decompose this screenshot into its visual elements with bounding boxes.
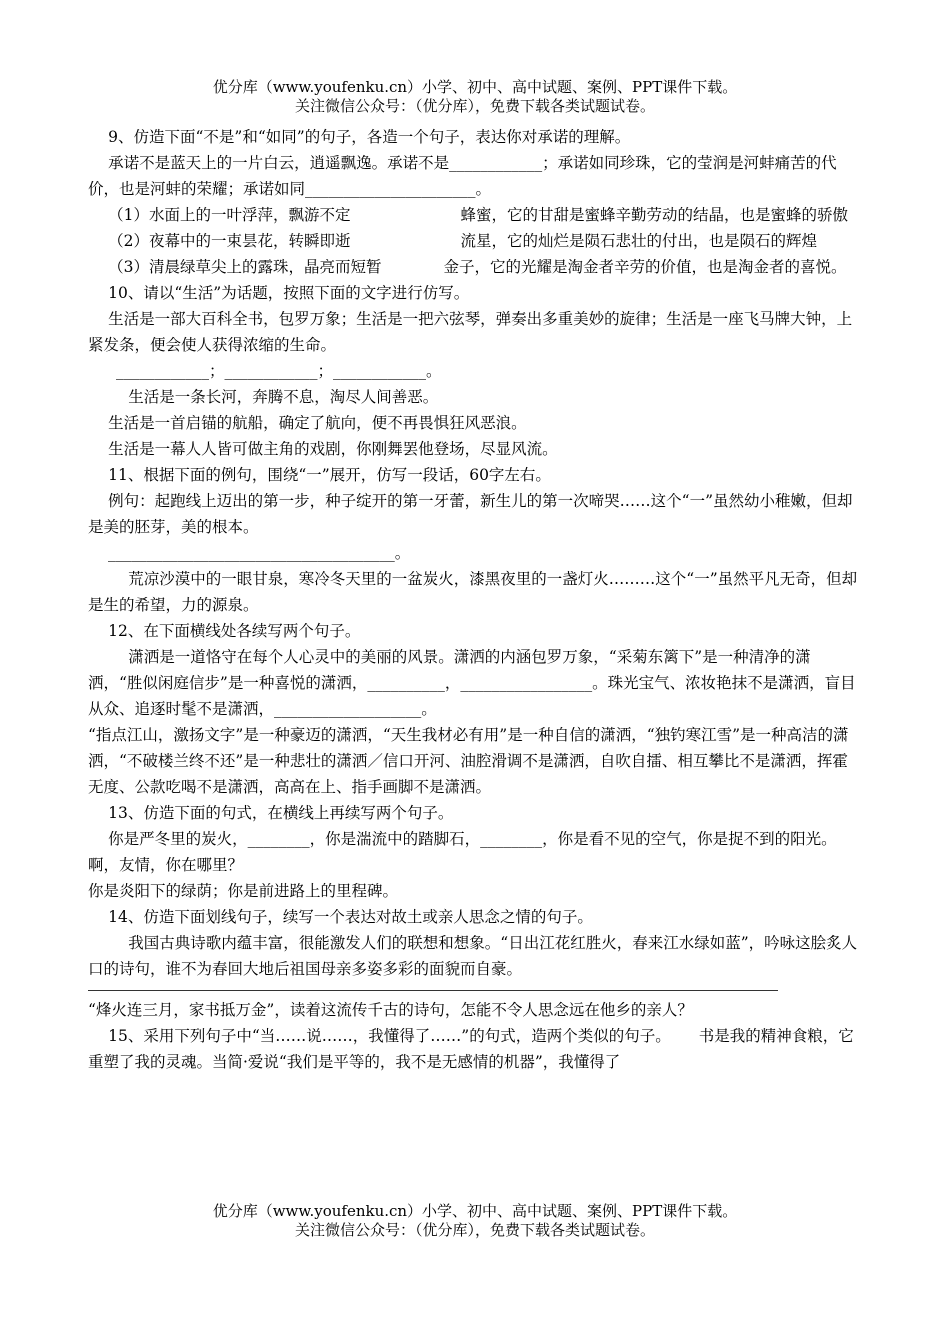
q9-answer-2-right: 流星，它的灿烂是陨石悲壮的付出，也是陨石的辉煌: [460, 232, 818, 250]
q10-answer-1: 生活是一条长河，奔腾不息，淘尽人间善恶。: [128, 388, 439, 406]
q12-title: 12、在下面横线处各续写两个句子。: [108, 622, 361, 640]
header-line-2: 关注微信公众号：（优分库），免费下载各类试题试卷。: [294, 97, 655, 115]
q9-answer-1-right: 蜂蜜，它的甘甜是蜜蜂辛勤劳动的结晶，也是蜜蜂的骄傲: [460, 206, 849, 224]
q11-example: 例句：起跑线上迈出的第一步，种子绽开的第一牙蕾，新生儿的第一次啼哭……这个“一”虽然幼小稚嫩，但却是美的胚芽，美的根本。: [88, 492, 853, 536]
q10-answer-3: 生活是一幕人人皆可做主角的戏剧，你刚舞罢他登场，尽显风流。: [108, 440, 558, 458]
q9-answer-1-left: （1）水面上的一叶浮萍，飘游不定: [108, 206, 351, 224]
q12-body: 潇洒是一道恪守在每个人心灵中的美丽的风景。潇洒的内涵包罗万象，“采菊东篱下”是一种清净的潇洒，“胜似闲庭信步”是一种喜悦的潇洒，__________，_________________。珠光宝气、浓妆艳抹不是潇洒，盲目从众、追逐时髦不是潇洒，___________________。: [88, 648, 856, 718]
page-header: [0, 78, 950, 116]
q11-title: 11、根据下面的例句，围绕“一”展开，仿写一段话，60字左右。: [108, 466, 551, 484]
q9-answer-2-left: （2）夜幕中的一束昙花，转瞬即逝: [108, 232, 351, 250]
page-footer: [0, 1202, 950, 1240]
q11-blank: _____________________________________。: [108, 544, 411, 562]
q9-answer-3: [88, 254, 863, 280]
q15-body: 书是我的精神食粮，它重塑了我的灵魂。当简·爱说“我们是平等的，我不是无感情的机器”，我懂得了: [88, 1027, 854, 1071]
footer-line-2: 关注微信公众号：（优分库），免费下载各类试题试卷。: [294, 1221, 655, 1239]
q9-body: 承诺不是蓝天上的一片白云，逍遥飘逸。承诺不是____________；承诺如同珍珠，它的莹润是河蚌痛苦的代价，也是河蚌的荣耀；承诺如同______________________。: [88, 154, 837, 198]
q12-answer: “指点江山，激扬文字”是一种豪迈的潇洒，“天生我材必有用”是一种自信的潇洒，“独钓寒江雪”是一种高洁的潇洒，“不破楼兰终不还”是一种悲壮的潇洒／信口开河、油腔滑调不是潇洒，自吹自擂、相互攀比不是潇洒，挥霍无度、公款吃喝不是潇洒，高高在上、指手画脚不是潇洒。: [88, 726, 849, 796]
q11-answer: 荒凉沙漠中的一眼甘泉，寒冷冬天里的一盆炭火，漆黑夜里的一盏灯火………这个“一”虽然平凡无奇，但却是生的希望，力的源泉。: [88, 570, 858, 614]
q14-answer: “烽火连三月，家书抵万金”，读着这流传千古的诗句，怎能不令人思念远在他乡的亲人？: [88, 1001, 693, 1019]
q9-answer-1: [88, 202, 863, 228]
q13-title: 13、仿造下面的句式，在横线上再续写两个句子。: [108, 804, 454, 822]
answer-line: [88, 990, 778, 991]
q10-blanks: ____________；____________；____________。: [116, 362, 442, 380]
q10-title: 10、请以“生活”为话题，按照下面的文字进行仿写。: [108, 284, 470, 302]
q14-body: 我国古典诗歌内蕴丰富，很能激发人们的联想和想象。“日出江花红胜火，春来江水绿如蓝”，吟咏这脍炙人口的诗句，谁不为春回大地后祖国母亲多姿多彩的面貌而自豪。: [88, 934, 858, 978]
q10-answer-2: 生活是一首启锚的航船，确定了航向，便不再畏惧狂风恶浪。: [108, 414, 527, 432]
q10-body: 生活是一部大百科全书，包罗万象；生活是一把六弦琴，弹奏出多重美妙的旋律；生活是一座飞马牌大钟，上紧发条，便会使人获得浓缩的生命。: [88, 310, 853, 354]
document-body: [88, 124, 863, 1075]
q13-answer: 你是炎阳下的绿荫；你是前进路上的里程碑。: [88, 882, 399, 900]
q13-body: 你是严冬里的炭火，________，你是湍流中的踏脚石，________，你是看不见的空气，你是捉不到的阳光。啊，友情，你在哪里？: [88, 830, 837, 874]
q15-title-body: [88, 1023, 863, 1075]
q9-title: 9、仿造下面“不是”和“如同”的句子，各造一个句子，表达你对承诺的理解。: [108, 128, 631, 146]
q9-answer-3-right: 金子，它的光耀是淘金者辛劳的价值，也是淘金者的喜悦。: [443, 258, 847, 276]
q9-answer-2: [88, 228, 863, 254]
q14-title: 14、仿造下面划线句子，续写一个表达对故土或亲人思念之情的句子。: [108, 908, 593, 926]
footer-line-1: 优分库（www.youfenku.cn）小学、初中、高中试题、案例、PPT课件下载。: [212, 1202, 738, 1220]
header-line-1: 优分库（www.youfenku.cn）小学、初中、高中试题、案例、PPT课件下载。: [212, 78, 738, 96]
q15-title: 15、采用下列句子中“当……说……，我懂得了……”的句式，造两个类似的句子。: [108, 1027, 671, 1045]
q9-answer-3-left: （3）清晨绿草尖上的露珠，晶亮而短暂: [108, 258, 382, 276]
